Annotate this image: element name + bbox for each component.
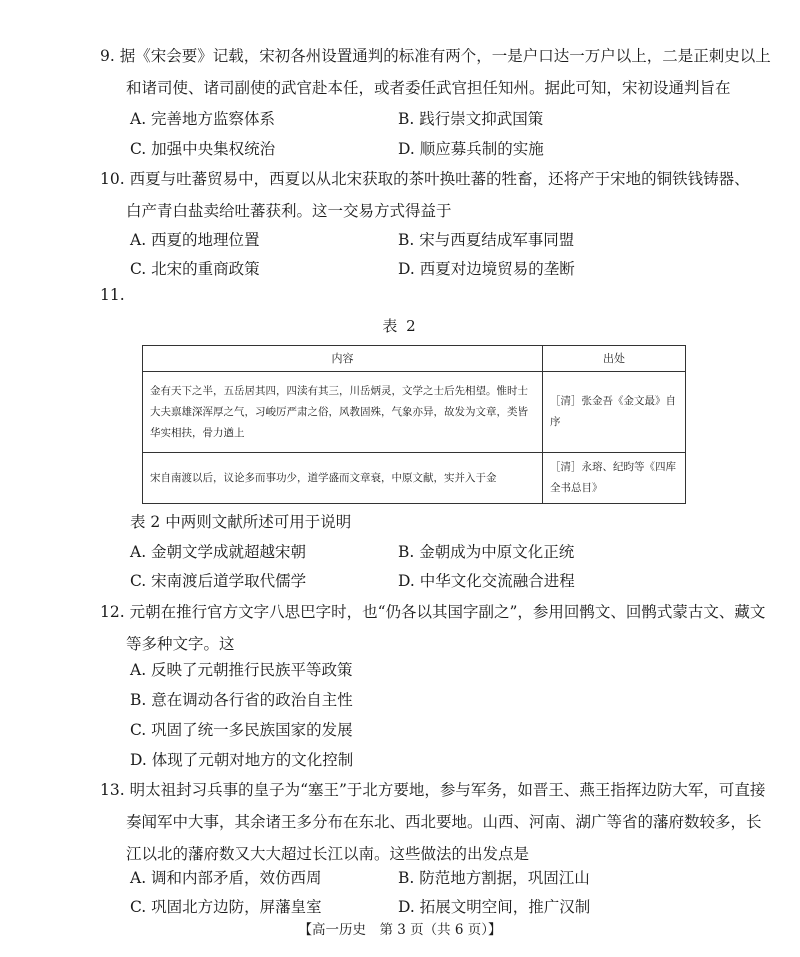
question-11-option-c: C. 宋南渡后道学取代儒学 <box>130 572 307 590</box>
question-10-option-d: D. 西夏对边境贸易的垄断 <box>398 260 575 278</box>
question-12-stem <box>100 596 766 660</box>
question-13-line-3: 江以北的藩府数又大大超过长江以南。这些做法的出发点是 <box>126 845 530 863</box>
table-header-source: 出处 <box>543 346 686 372</box>
question-12-option-d: D. 体现了元朝对地方的文化控制 <box>130 751 354 769</box>
question-11-option-d: D. 中华文化交流融合进程 <box>398 572 575 590</box>
question-13-option-c: C. 巩固北方边防，屏藩皇室 <box>130 898 322 916</box>
question-13-option-d: D. 拓展文明空间，推广汉制 <box>398 898 591 916</box>
question-10-line-2: 白产青白盐卖给吐蕃获利。这一交易方式得益于 <box>126 202 452 220</box>
table-header-content: 内容 <box>143 346 543 372</box>
table-cell-source: ［清］张金吾《金文最》自序 <box>543 372 686 453</box>
table-header-row <box>143 346 686 372</box>
question-9-line-2: 和诸司使、诸司副使的武官赴本任，或者委任武官担任知州。据此可知，宋初设通判旨在 <box>126 79 731 97</box>
question-13-line-1: 13. 明太祖封习兵事的皇子为“塞王”于北方要地，参与军务，如晋王、燕王指挥边防大军，可直接 <box>100 781 766 799</box>
question-10-option-b: B. 宋与西夏结成军事同盟 <box>398 231 575 249</box>
question-12-option-c: C. 巩固了统一多民族国家的发展 <box>130 721 353 739</box>
question-10-line-1: 10. 西夏与吐蕃贸易中，西夏以从北宋获取的茶叶换吐蕃的牲畜，还将产于宋地的铜铁钱铸器、 <box>100 170 750 188</box>
question-11-option-b: B. 金朝成为中原文化正统 <box>398 543 575 561</box>
table-cell-source: ［清］永瑢、纪昀等《四库全书总目》 <box>543 453 686 504</box>
question-9-option-d: D. 顺应募兵制的实施 <box>398 140 544 158</box>
table-row <box>143 372 686 453</box>
question-9-option-b: B. 践行崇文抑武国策 <box>398 110 544 128</box>
table-row <box>143 453 686 504</box>
question-13-stem <box>100 774 766 870</box>
table-cell-content: 金有天下之半，五岳居其四，四渎有其三，川岳炳灵，文学之士后先相望。惟时士大夫禀雄深浑厚之气，习峻厉严肃之俗，风教固殊，气象亦异，故发为文章，类皆华实相扶，骨力遒上 <box>143 372 543 453</box>
question-12-option-a: A. 反映了元朝推行民族平等政策 <box>130 661 353 679</box>
source-table <box>142 345 686 504</box>
question-11-option-a: A. 金朝文学成就超越宋朝 <box>130 543 307 561</box>
question-9-stem <box>100 40 771 104</box>
question-13-option-a: A. 调和内部矛盾，效仿西周 <box>130 869 322 887</box>
table-caption: 表 2 <box>382 317 418 335</box>
question-10-option-a: A. 西夏的地理位置 <box>130 231 260 249</box>
question-9-line-1: 9. 据《宋会要》记载，宋初各州设置通判的标准有两个，一是户口达一万户以上，二是正刺史以上 <box>100 47 771 65</box>
question-13-line-2: 奏闻军中大事，其余诸王多分布在东北、西北要地。山西、河南、湖广等省的藩府数较多，长 <box>126 813 762 831</box>
question-13-option-b: B. 防范地方割据，巩固江山 <box>398 869 590 887</box>
question-9-option-a: A. 完善地方监察体系 <box>130 110 276 128</box>
question-12-line-2: 等多种文字。这 <box>126 635 235 653</box>
question-12-line-1: 12. 元朝在推行官方文字八思巴字时，也“仍各以其国字副之”，参用回鹘文、回鹘式蒙古文、藏文 <box>100 603 766 621</box>
question-11-number: 11. <box>100 286 125 304</box>
question-9-option-c: C. 加强中央集权统治 <box>130 140 276 158</box>
question-12-option-b: B. 意在调动各行省的政治自主性 <box>130 691 353 709</box>
table-cell-content: 宋自南渡以后，议论多而事功少，道学盛而文章衰，中原文献，实并入于金 <box>143 453 543 504</box>
question-11-stem: 表 2 中两则文献所述可用于说明 <box>130 513 352 531</box>
question-10-stem <box>100 163 750 227</box>
question-10-option-c: C. 北宋的重商政策 <box>130 260 260 278</box>
page-footer: 【高一历史 第 3 页（共 6 页）】 <box>298 922 502 938</box>
